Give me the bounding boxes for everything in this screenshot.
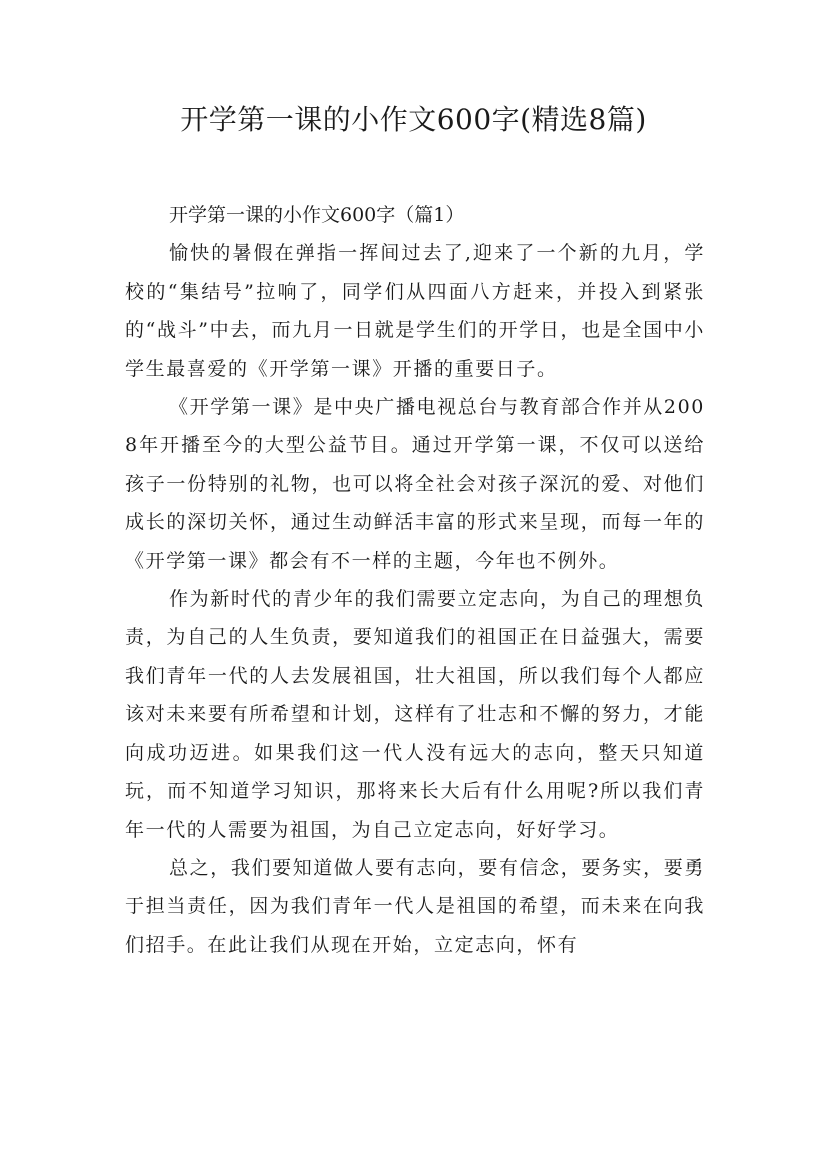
document-title: 开学第一课的小作文600字(精选8篇) [180, 103, 647, 136]
document-body [125, 196, 705, 964]
paragraph-3: 作为新时代的青少年的我们需要立定志向，为自己的理想负责，为自己的人生负责，要知道我们的祖国正在日益强大，需要我们青年一代的人去发展祖国，壮大祖国，所以我们每个人都应该对未来要有所希望和计划，这样有了壮志和不懈的努力，才能向成功迈进。如果我们这一代人没有远大的志向，整天只知道玩，而不知道学习知识，那将来长大后有什么用呢?所以我们青年一代的人需要为祖国，为自己立定志向，好好学习。 [125, 588, 705, 841]
paragraph-4: 总之，我们要知道做人要有志向，要有信念，要务实，要勇于担当责任，因为我们青年一代人是祖国的希望，而未来在向我们招手。在此让我们从现在开始，立定志向，怀有 [125, 856, 705, 956]
section-heading: 开学第一课的小作文600字（篇1） [169, 204, 465, 226]
paragraph-1: 愉快的暑假在弹指一挥间过去了,迎来了一个新的九月，学校的“集结号”拉响了，同学们从四面八方赶来，并投入到紧张的“战斗”中去，而九月一日就是学生们的开学日，也是全国中小学生最喜爱的《开学第一课》开播的重要日子。 [125, 242, 705, 380]
paragraph-2: 《开学第一课》是中央广播电视总台与教育部合作并从2008年开播至今的大型公益节目。通过开学第一课，不仅可以送给孩子一份特别的礼物，也可以将全社会对孩子深沉的爱、对他们成长的深切关怀，通过生动鲜活丰富的形式来呈现，而每一年的《开学第一课》都会有不一样的主题，今年也不例外。 [125, 396, 705, 572]
